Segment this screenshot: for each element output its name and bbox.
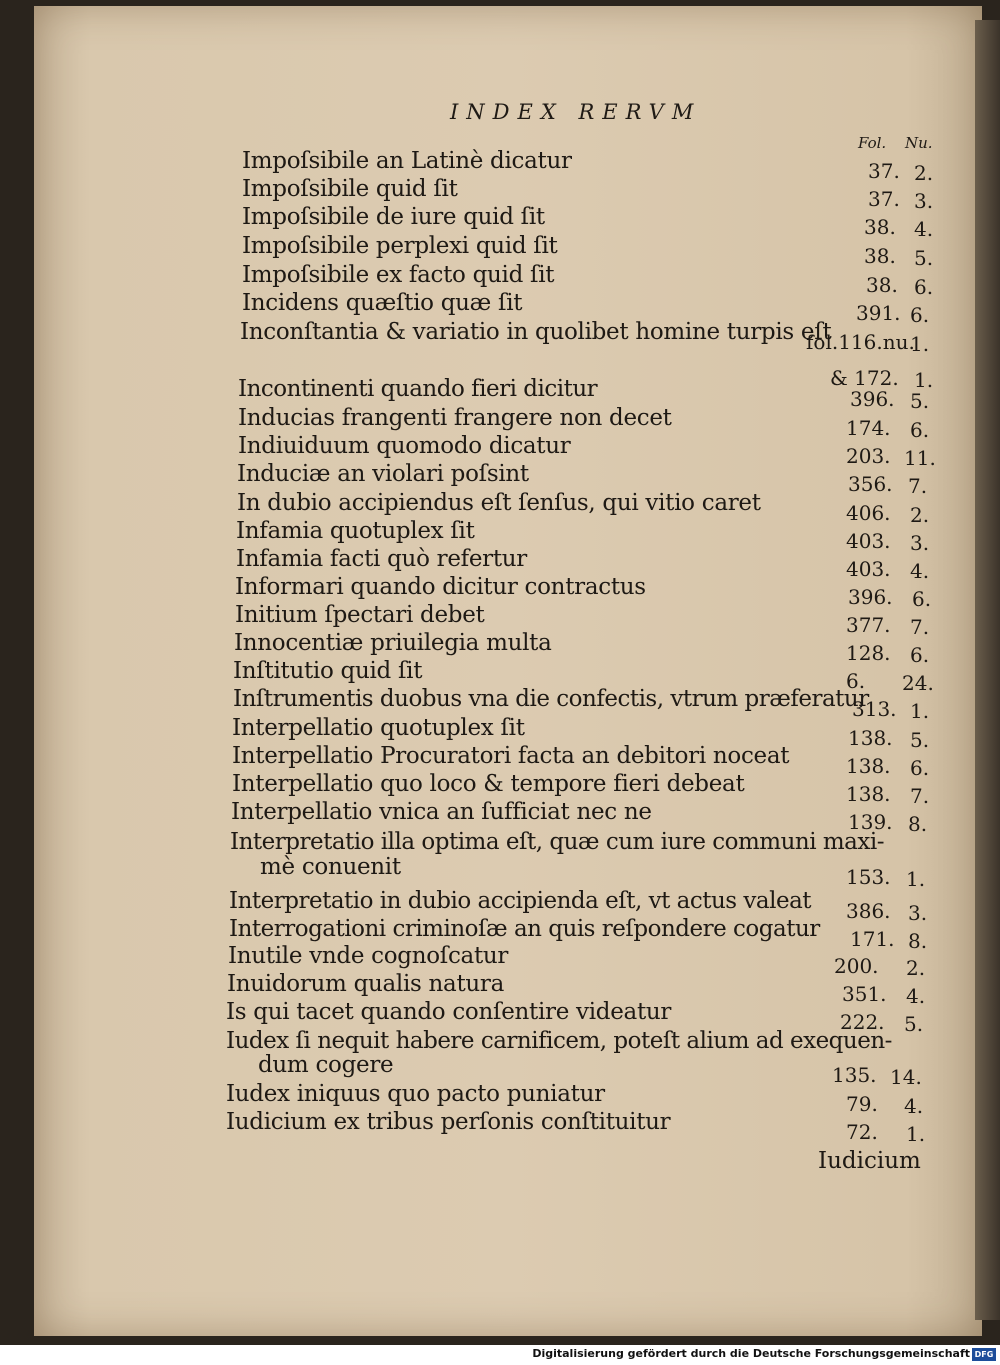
entry-text: Impoſsibile quid ſit [242,176,458,202]
paragraph-number: 1. [906,867,926,891]
entry-text: Impoſsibile perplexi quid ſit [242,233,558,259]
entry-text: Interpellatio quotuplex ſit [232,715,525,741]
folio-number: 37. [868,159,900,183]
folio-number: 153. [846,865,891,889]
paragraph-number: 1. [910,699,930,723]
running-head: INDEX RERVM [450,100,702,124]
entry-text: Inutile vnde cognoſcatur [228,943,509,969]
paragraph-number: 4. [910,559,930,583]
folio-number: 38. [866,273,898,297]
entry-text: Interpretatio in dubio accipienda eſt, vt actus valeat [229,888,812,914]
paragraph-number: 3. [910,531,930,555]
entry-text: Interpellatio Procuratori facta an debitori noceat [232,743,790,769]
folio-number: 200. [834,954,879,978]
paragraph-number: 6. [910,756,930,780]
entry-text: Iudex ſi nequit habere carnificem, poteſt alium ad exequen- [226,1028,892,1054]
paragraph-number: 4. [906,984,926,1008]
paragraph-number: 5. [914,246,934,270]
paragraph-number: 3. [908,901,928,925]
folio-number: 396. [848,585,893,609]
entry-text: mè conuenit [260,854,401,880]
folio-number: 403. [846,557,891,581]
entry-text: Inſtitutio quid ſit [233,658,423,684]
paragraph-number: 2. [910,503,930,527]
entry-text: dum cogere [258,1052,394,1078]
paragraph-number: 1. [914,368,934,392]
folio-number: 135. [832,1063,877,1087]
folio-number: 138. [848,726,893,750]
entry-text: Inuidorum qualis natura [227,971,505,997]
entry-text: Is qui tacet quando conſentire videatur [226,999,672,1025]
folio-number: 79. [846,1092,878,1116]
entry-text: Iudicium ex tribus perſonis conſtituitur [226,1109,671,1135]
folio-number: 38. [864,244,896,268]
paragraph-number: 24. [902,671,934,695]
paragraph-number: 3. [914,189,934,213]
folio-number: 171. [850,927,895,951]
paragraph-number: 4. [914,217,934,241]
folio-number: fol.116.nu. [806,330,915,354]
folio-number: 174. [846,416,891,440]
folio-number: 138. [846,782,891,806]
folio-number: 377. [846,613,891,637]
entry-text: Interrogationi criminoſæ an quis reſpondere cogatur [229,916,820,942]
entry-text: Interpretatio illa optima eſt, quæ cum iure communi maxi- [230,829,884,855]
paragraph-number: 8. [908,812,928,836]
paragraph-number: 4. [904,1094,924,1118]
entry-text: Innocentiæ priuilegia multa [234,630,552,656]
dfg-logo-icon: DFG [972,1348,996,1361]
paragraph-number: 6. [914,275,934,299]
entry-text: In dubio accipiendus eſt ſenſus, qui vitio caret [237,490,761,516]
folio-number: 391. [856,301,901,325]
footer-bar [0,1345,1000,1365]
entry-text: Incidens quæſtio quæ ſit [242,290,523,316]
paragraph-number: 5. [910,389,930,413]
paragraph-number: 6. [910,643,930,667]
entry-text: Impoſsibile ex facto quid ſit [242,262,555,288]
column-head-number: Nu. [905,134,933,152]
folio-number: 37. [868,187,900,211]
entry-text: Impoſsibile an Latinè dicatur [242,148,572,174]
folio-number: 128. [846,641,891,665]
folio-number: 222. [840,1010,885,1034]
entry-text: Impoſsibile de iure quid ſit [242,204,545,230]
paragraph-number: 5. [904,1012,924,1036]
folio-number: & 172. [830,366,899,390]
paragraph-number: 14. [890,1065,922,1089]
paragraph-number: 8. [908,929,928,953]
paragraph-number: 6. [910,418,930,442]
paragraph-number: 7. [908,474,928,498]
catchword: Iudicium [818,1148,921,1174]
paragraph-number: 6. [910,303,930,327]
entry-text: Indiuiduum quomodo dicatur [238,433,571,459]
entry-text: Infamia quotuplex ſit [236,518,475,544]
paragraph-number: 7. [910,615,930,639]
entry-text: Iudex iniquus quo pacto puniatur [226,1081,605,1107]
entry-text: Inconſtantia & variatio in quolibet homine turpis eſt [240,319,832,345]
paragraph-number: 1. [906,1122,926,1146]
paragraph-number: 2. [906,956,926,980]
folio-number: 313. [852,697,897,721]
entry-text: Incontinenti quando fieri dicitur [238,376,598,402]
folio-number: 403. [846,529,891,553]
folio-number: 38. [864,215,896,239]
paragraph-number: 11. [904,446,936,470]
folio-number: 406. [846,501,891,525]
entry-text: Inſtrumentis duobus vna die confectis, vtrum præferatur [233,686,869,712]
entry-text: Induciæ an violari poſsint [237,461,529,487]
paragraph-number: 5. [910,728,930,752]
paragraph-number: 2. [914,161,934,185]
column-head-folio: Fol. [858,134,887,152]
paragraph-number: 7. [910,784,930,808]
folio-number: 356. [848,472,893,496]
folio-number: 139. [848,810,893,834]
folio-number: 138. [846,754,891,778]
folio-number: 203. [846,444,891,468]
folio-number: 396. [850,387,895,411]
entry-text: Initium ſpectari debet [235,602,485,628]
footer-credit: Digitalisierung gefördert durch die Deutsche Forschungsgemeinschaft [532,1347,970,1360]
folio-number: 351. [842,982,887,1006]
entry-text: Inducias frangenti frangere non decet [238,405,672,431]
folio-number: 6. [846,669,866,693]
paragraph-number: 1. [910,332,930,356]
folio-number: 72. [846,1120,878,1144]
entry-text: Interpellatio quo loco & tempore fieri debeat [232,771,745,797]
entry-text: Infamia facti quò refertur [236,546,527,572]
paragraph-number: 6. [912,587,932,611]
entry-text: Informari quando dicitur contractus [235,574,646,600]
folio-number: 386. [846,899,891,923]
entry-text: Interpellatio vnica an ſufficiat nec ne [231,799,652,825]
